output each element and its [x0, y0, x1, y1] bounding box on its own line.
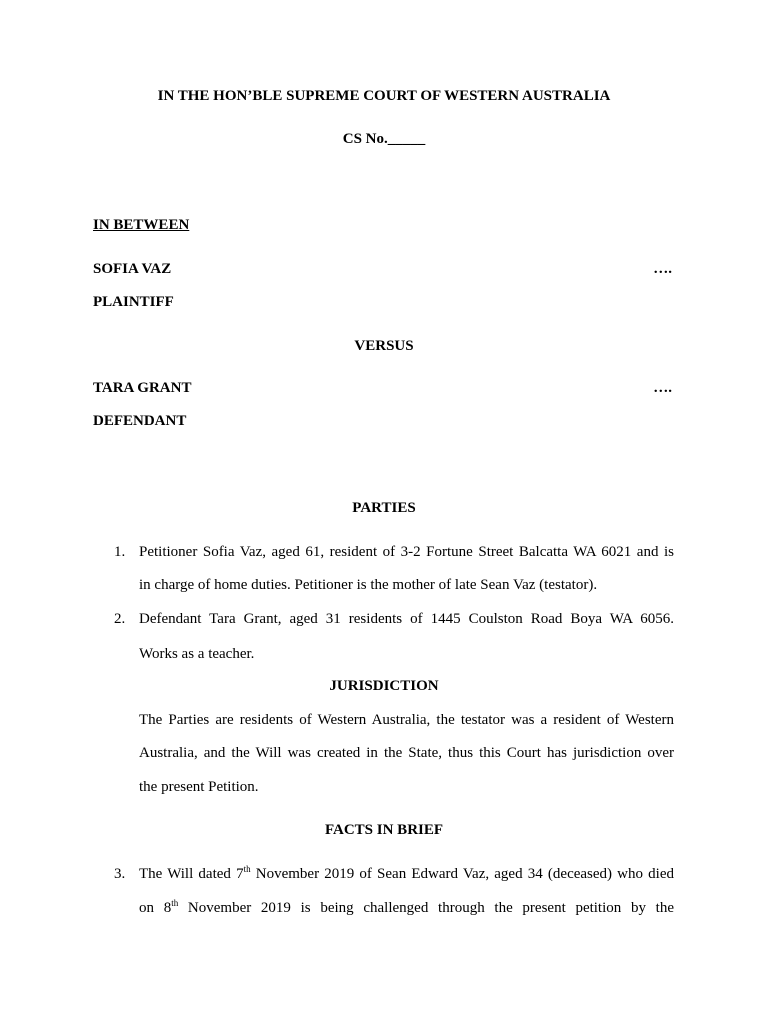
- case-number: CS No._____: [342, 131, 426, 147]
- text-fragment: The Will dated 7: [139, 866, 244, 882]
- defendant-role: DEFENDANT: [93, 413, 187, 429]
- paragraph-line: [139, 866, 674, 883]
- item-number: 3.: [114, 866, 126, 882]
- ordinal-suffix: th: [243, 864, 251, 874]
- paragraph-line: Defendant Tara Grant, aged 31 residents of 1445 Coulston Road Boya WA 6056.: [139, 611, 674, 627]
- parties-heading: PARTIES: [352, 500, 416, 516]
- plaintiff-role: PLAINTIFF: [93, 294, 174, 310]
- defendant-dots: ….: [653, 380, 672, 396]
- paragraph-line: [139, 900, 674, 917]
- text-fragment: on 8: [139, 900, 172, 916]
- paragraph-line: the present Petition.: [139, 779, 259, 795]
- text-fragment: November 2019 of Sean Edward Vaz, aged 34 (deceased) who died: [250, 866, 675, 882]
- paragraph-line: Australia, and the Will was created in the State, thus this Court has jurisdiction over: [139, 745, 674, 761]
- in-between-heading: IN BETWEEN: [93, 217, 190, 233]
- defendant-name: TARA GRANT: [93, 380, 192, 396]
- ordinal-suffix: th: [171, 898, 179, 908]
- paragraph-line: Works as a teacher.: [139, 646, 255, 662]
- court-title: IN THE HON’BLE SUPREME COURT OF WESTERN AUSTRALIA: [157, 88, 611, 104]
- jurisdiction-heading: JURISDICTION: [329, 678, 439, 694]
- item-number: 1.: [114, 544, 126, 560]
- facts-heading: FACTS IN BRIEF: [324, 822, 444, 838]
- paragraph-line: Petitioner Sofia Vaz, aged 61, resident of 3-2 Fortune Street Balcatta WA 6021 and is: [139, 544, 674, 560]
- paragraph-line: The Parties are residents of Western Australia, the testator was a resident of Western: [139, 712, 674, 728]
- paragraph-line: in charge of home duties. Petitioner is the mother of late Sean Vaz (testator).: [139, 577, 598, 593]
- versus-heading: VERSUS: [354, 338, 414, 354]
- text-fragment: November 2019 is being challenged through the present petition by the: [178, 900, 675, 916]
- plaintiff-dots: ….: [653, 261, 672, 277]
- plaintiff-name: SOFIA VAZ: [93, 261, 172, 277]
- item-number: 2.: [114, 611, 126, 627]
